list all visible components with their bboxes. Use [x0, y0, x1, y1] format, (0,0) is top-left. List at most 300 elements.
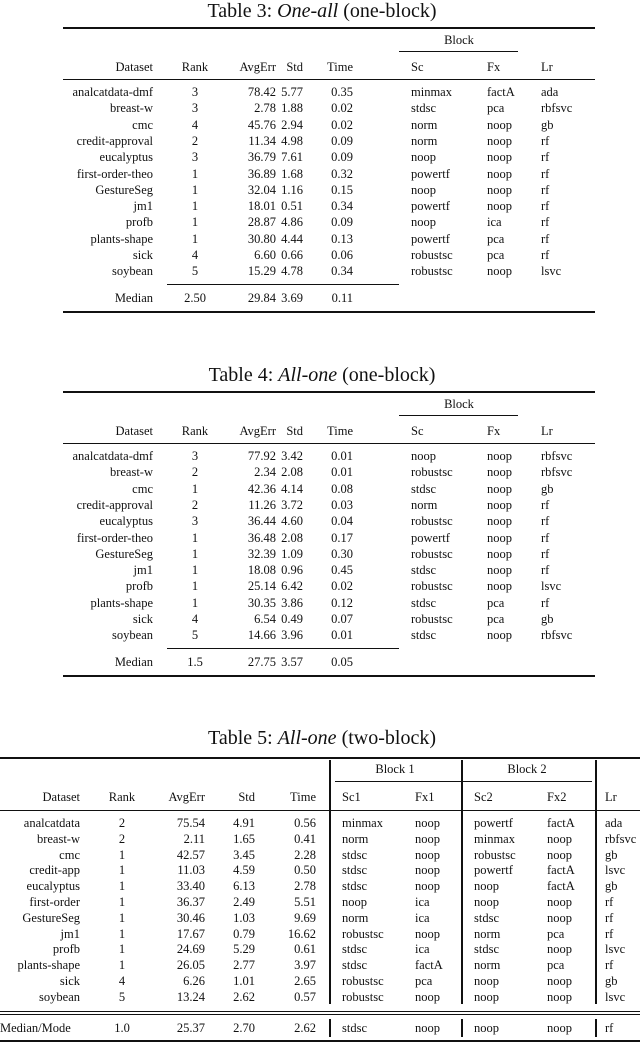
dataset-name: jm1	[133, 563, 153, 578]
table-cell: ica	[415, 910, 430, 925]
table-cell: 11.03	[177, 863, 205, 878]
table-cell: rf	[541, 150, 550, 165]
table-caption	[122, 364, 522, 387]
table-cell: 2	[191, 465, 199, 480]
dataset-name: profb	[125, 579, 153, 594]
dataset-name: GestureSeg	[95, 182, 153, 197]
group-underline	[399, 51, 518, 52]
table-cell: 0.34	[331, 199, 353, 214]
table-cell: 3.45	[233, 847, 255, 862]
table-cell: stdsc	[411, 595, 436, 610]
table-cell: 0.03	[331, 497, 353, 512]
table-cell: 3.42	[281, 449, 303, 463]
table-cell: 5	[191, 628, 199, 643]
table-cell: 4	[191, 248, 199, 262]
table-cell: 2	[118, 831, 126, 846]
table-cell: 2.11	[183, 831, 205, 846]
header-rule	[63, 443, 595, 444]
table-cell: pca	[487, 248, 505, 262]
table-cell: 2.65	[294, 974, 316, 988]
table-cell: 1.09	[281, 546, 303, 561]
table-cell: noop	[487, 264, 512, 279]
table-cell: norm	[474, 926, 501, 941]
table-cell: 0.09	[331, 133, 353, 148]
table-cell: lsvc	[541, 264, 562, 279]
dataset-name: GestureSeg	[95, 546, 153, 561]
table-cell: gb	[605, 847, 618, 862]
table-cell: 0.79	[233, 926, 255, 941]
summary-cell: 29.84	[247, 291, 276, 305]
table-cell: stdsc	[411, 481, 436, 496]
table-cell: rf	[541, 546, 550, 561]
top-rule	[0, 757, 640, 759]
table-cell: pca	[487, 101, 505, 116]
table-cell: noop	[487, 133, 512, 148]
table-cell: 0.09	[331, 215, 353, 230]
dataset-name: first-order	[29, 895, 80, 909]
dataset-name: jm1	[133, 199, 153, 214]
column-header: Rank	[181, 424, 209, 438]
table-cell: 1	[191, 215, 199, 230]
table-cell: 18.08	[247, 563, 276, 578]
table-cell: noop	[474, 895, 499, 909]
table-cell: stdsc	[411, 563, 436, 578]
table-cell: robustsc	[411, 579, 453, 594]
table-cell: 3	[191, 449, 199, 463]
table-cell: 0.61	[294, 942, 316, 957]
table-cell: gb	[541, 117, 554, 132]
table-cell: 6.42	[281, 579, 303, 594]
column-header: Std	[286, 60, 303, 74]
table-cell: 1.65	[233, 831, 255, 846]
table-cell: pca	[415, 974, 433, 988]
table-cell: noop	[487, 546, 512, 561]
table-cell: rf	[541, 497, 550, 512]
dataset-name: jm1	[60, 926, 80, 941]
table-cell: 17.67	[176, 926, 205, 941]
table-cell: 5.77	[281, 85, 303, 99]
column-header: Fx2	[547, 790, 567, 804]
column-header: Sc2	[474, 790, 493, 804]
table-cell: powertf	[411, 199, 450, 214]
vertical-separator	[595, 810, 597, 1004]
table-cell: 36.48	[247, 530, 276, 545]
summary-rule	[167, 648, 399, 649]
table-cell: 0.01	[331, 628, 353, 643]
table-cell: 0.12	[331, 595, 353, 610]
table-cell: noop	[411, 215, 436, 230]
table-cell: 42.57	[176, 847, 205, 862]
column-header: AvgErr	[168, 790, 205, 804]
table-cell: 1	[191, 199, 199, 214]
table-cell: noop	[415, 847, 440, 862]
vertical-separator	[461, 1019, 463, 1037]
table-cell: ica	[415, 895, 430, 909]
caption-suffix: (two-block)	[336, 727, 436, 749]
table-cell: 42.36	[247, 481, 276, 496]
table-cell: rf	[541, 530, 550, 545]
summary-cell: 25.37	[176, 1021, 205, 1035]
column-header: Std	[286, 424, 303, 438]
table-cell: stdsc	[411, 101, 436, 116]
column-header: Fx1	[415, 790, 435, 804]
table-cell: 2.49	[233, 895, 255, 909]
table-cell: noop	[487, 579, 512, 594]
vertical-separator	[595, 1019, 597, 1037]
dataset-name: profb	[125, 215, 153, 230]
table-cell: noop	[411, 449, 436, 463]
summary-cell: stdsc	[342, 1021, 367, 1035]
table-cell: 1	[118, 942, 126, 957]
table-cell: noop	[415, 816, 440, 830]
table-cell: 2.08	[281, 465, 303, 480]
table-cell: factA	[487, 85, 515, 99]
table-cell: 36.44	[247, 514, 276, 529]
table-cell: 1	[191, 595, 199, 610]
table-cell: 0.50	[294, 863, 316, 878]
table-cell: 0.01	[331, 449, 353, 463]
table-cell: 9.69	[294, 910, 316, 925]
vertical-separator	[461, 810, 463, 1004]
table-cell: rbfsvc	[605, 831, 637, 846]
vertical-separator	[461, 760, 463, 810]
column-header: Fx	[487, 60, 501, 74]
table-cell: noop	[342, 895, 367, 909]
table-cell: 3.72	[281, 497, 303, 512]
summary-cell: 0.11	[331, 291, 353, 305]
table-cell: stdsc	[342, 958, 367, 973]
table-cell: rf	[541, 563, 550, 578]
dataset-name: credit-approval	[76, 133, 153, 148]
table-cell: norm	[411, 497, 438, 512]
summary-cell: 1.5	[187, 655, 203, 669]
summary-cell: 0.05	[331, 655, 353, 669]
table-cell: factA	[547, 879, 575, 894]
table-cell: 2.28	[294, 847, 316, 862]
table-cell: stdsc	[411, 628, 436, 643]
bottom-rule	[0, 1040, 640, 1042]
table-cell: 24.69	[176, 942, 205, 957]
table-cell: 14.66	[247, 628, 276, 643]
dataset-name: breast-w	[36, 831, 80, 846]
dataset-name: breast-w	[109, 465, 153, 480]
table-cell: 25.14	[247, 579, 276, 594]
table-cell: 6.60	[254, 248, 276, 262]
dataset-name: breast-w	[109, 101, 153, 116]
table-cell: ica	[415, 942, 430, 957]
table-cell: rbfsvc	[541, 449, 573, 463]
dataset-name: cmc	[59, 847, 80, 862]
table-cell: 5.51	[294, 895, 316, 909]
summary-cell: 3.69	[281, 291, 303, 305]
table-cell: 0.66	[281, 248, 303, 262]
table-cell: stdsc	[474, 910, 499, 925]
table-cell: 2.78	[254, 101, 276, 116]
table-cell: 3.97	[294, 958, 316, 973]
summary-rule	[167, 284, 399, 285]
table-cell: 1	[191, 530, 199, 545]
table-cell: robustsc	[474, 847, 516, 862]
table-cell: robustsc	[342, 926, 384, 941]
dataset-name: credit-app	[29, 863, 80, 878]
table-cell: 4.44	[281, 231, 303, 246]
caption-title: All-one	[277, 727, 337, 749]
table-cell: robustsc	[411, 248, 453, 262]
summary-cell: 27.75	[247, 655, 276, 669]
table-cell: 5	[191, 264, 199, 279]
summary-cell: 3.57	[281, 655, 303, 669]
table-cell: noop	[487, 514, 512, 529]
table-cell: 0.45	[331, 563, 353, 578]
table-cell: 0.08	[331, 481, 353, 496]
table-cell: 1	[191, 546, 199, 561]
vertical-separator	[329, 1019, 331, 1037]
table-cell: noop	[487, 182, 512, 197]
table-cell: 1	[191, 563, 199, 578]
group-header-block: Block	[444, 33, 474, 47]
table-cell: gb	[605, 879, 618, 894]
table-cell: noop	[547, 831, 572, 846]
group-header-block-1: Block 1	[375, 762, 415, 776]
table-cell: powertf	[411, 166, 450, 181]
table-cell: noop	[547, 989, 572, 1004]
table-cell: noop	[411, 182, 436, 197]
table-cell: 36.89	[247, 166, 276, 181]
table-cell: noop	[487, 563, 512, 578]
table-cell: rf	[541, 215, 550, 230]
table-cell: noop	[547, 974, 572, 988]
table-cell: ada	[605, 816, 623, 830]
column-header: Rank	[181, 60, 209, 74]
table-cell: noop	[487, 481, 512, 496]
table-cell: rf	[541, 514, 550, 529]
table-cell: 0.49	[281, 612, 303, 626]
table-cell: minmax	[342, 816, 383, 830]
table-cell: 0.34	[331, 264, 353, 279]
table-cell: noop	[487, 449, 512, 463]
summary-rule-2	[0, 1014, 640, 1015]
table-cell: 32.39	[247, 546, 276, 561]
table-cell: 2	[191, 497, 199, 512]
caption-label: Table 3:	[207, 0, 278, 22]
table-cell: robustsc	[411, 514, 453, 529]
table-cell: 1	[118, 910, 126, 925]
table-cell: rf	[605, 910, 614, 925]
summary-label: Median/Mode	[0, 1021, 71, 1035]
table-cell: lsvc	[605, 863, 626, 878]
dataset-name: plants-shape	[90, 231, 153, 246]
dataset-name: cmc	[132, 117, 153, 132]
table-cell: 1	[118, 879, 126, 894]
dataset-name: eucalyptus	[99, 150, 153, 165]
table-cell: noop	[487, 117, 512, 132]
table-cell: 78.42	[247, 85, 276, 99]
caption-title: One-all	[277, 0, 339, 22]
caption-label: Table 4:	[208, 364, 279, 386]
table-cell: 2	[118, 816, 126, 830]
group-underline	[335, 781, 592, 782]
table-cell: 5.29	[233, 942, 255, 957]
table-cell: pca	[547, 926, 565, 941]
table-cell: lsvc	[541, 579, 562, 594]
column-header: Std	[238, 790, 255, 804]
table-cell: 1.16	[281, 182, 303, 197]
table-cell: rf	[605, 926, 614, 941]
table-cell: noop	[415, 989, 440, 1004]
table-cell: rf	[541, 166, 550, 181]
table-cell: 2.78	[294, 879, 316, 894]
table-cell: 33.40	[176, 879, 205, 894]
table-cell: 28.87	[247, 215, 276, 230]
table-cell: stdsc	[342, 879, 367, 894]
table-cell: lsvc	[605, 942, 626, 957]
top-rule	[63, 391, 595, 393]
table-cell: rf	[541, 133, 550, 148]
table-cell: 2.94	[281, 117, 303, 132]
table-cell: 0.07	[331, 612, 353, 626]
table-cell: 3	[191, 150, 199, 165]
table-cell: 4.60	[281, 514, 303, 529]
column-header: Lr	[605, 790, 617, 804]
table-cell: 0.15	[331, 182, 353, 197]
table-cell: 1.68	[281, 166, 303, 181]
table-cell: pca	[487, 612, 505, 626]
caption-suffix: (one-block)	[337, 364, 436, 386]
caption-label: Table 5:	[208, 727, 278, 749]
dataset-name: sick	[59, 974, 80, 988]
table-cell: noop	[487, 628, 512, 643]
table-cell: ada	[541, 85, 559, 99]
table-cell: 1	[191, 166, 199, 181]
table-cell: 11.26	[248, 497, 276, 512]
table-cell: rbfsvc	[541, 465, 573, 480]
column-header: Dataset	[115, 424, 153, 438]
table-cell: factA	[415, 958, 443, 973]
table-cell: noop	[487, 465, 512, 480]
column-header: AvgErr	[239, 60, 276, 74]
table-cell: 2.34	[254, 465, 276, 480]
top-rule	[63, 27, 595, 29]
table-cell: 13.24	[176, 989, 205, 1004]
table-cell: noop	[547, 942, 572, 957]
table-cell: 30.46	[176, 910, 205, 925]
dataset-name: GestureSeg	[22, 910, 80, 925]
table-cell: 0.51	[281, 199, 303, 214]
dataset-name: credit-approval	[76, 497, 153, 512]
table-cell: 77.92	[247, 449, 276, 463]
dataset-name: plants-shape	[90, 595, 153, 610]
table-cell: 0.57	[294, 989, 316, 1004]
header-rule	[63, 79, 595, 80]
summary-cell: 2.62	[294, 1021, 316, 1035]
column-header: Lr	[541, 60, 553, 74]
column-header: Sc	[411, 60, 424, 74]
table-cell: noop	[415, 879, 440, 894]
table-cell: 15.29	[247, 264, 276, 279]
table-cell: stdsc	[342, 863, 367, 878]
summary-cell: 2.50	[184, 291, 206, 305]
table-cell: rf	[541, 231, 550, 246]
table-cell: 30.35	[247, 595, 276, 610]
table-cell: stdsc	[474, 942, 499, 957]
table-cell: rf	[541, 248, 550, 262]
table-cell: noop	[415, 926, 440, 941]
column-header: AvgErr	[239, 424, 276, 438]
table-cell: 4.98	[281, 133, 303, 148]
table-cell: 4	[191, 612, 199, 626]
table-cell: 3.86	[281, 595, 303, 610]
table-cell: norm	[342, 831, 369, 846]
dataset-name: analcatdata-dmf	[72, 85, 153, 99]
table-cell: rf	[605, 958, 614, 973]
table-cell: rbfsvc	[541, 101, 573, 116]
group-header-block: Block	[444, 397, 474, 411]
table-cell: noop	[474, 974, 499, 988]
dataset-name: analcatdata-dmf	[72, 449, 153, 463]
summary-cell: noop	[474, 1021, 499, 1035]
table-cell: 4	[118, 974, 126, 988]
summary-cell: 2.70	[233, 1021, 255, 1035]
table-cell: norm	[342, 910, 369, 925]
caption-suffix: (one-block)	[338, 0, 437, 22]
table-cell: 0.02	[331, 579, 353, 594]
table-cell: 0.41	[294, 831, 316, 846]
dataset-name: analcatdata	[23, 816, 80, 830]
table-cell: stdsc	[342, 847, 367, 862]
table-cell: 0.56	[294, 816, 316, 830]
dataset-name: eucalyptus	[26, 879, 80, 894]
table-cell: 1	[191, 231, 199, 246]
table-cell: norm	[474, 958, 501, 973]
summary-cell: 1.0	[114, 1021, 130, 1035]
table-cell: 30.80	[247, 231, 276, 246]
table-cell: noop	[547, 847, 572, 862]
dataset-name: profb	[52, 942, 80, 957]
dataset-name: soybean	[112, 264, 153, 279]
table-cell: noop	[411, 150, 436, 165]
summary-label: Median	[114, 655, 153, 669]
table-cell: rf	[541, 182, 550, 197]
table-cell: gb	[541, 612, 554, 626]
table-cell: noop	[474, 879, 499, 894]
table-cell: robustsc	[411, 546, 453, 561]
table-cell: rf	[541, 595, 550, 610]
table-cell: factA	[547, 863, 575, 878]
table-cell: 3.96	[281, 628, 303, 643]
summary-label: Median	[114, 291, 153, 305]
column-header: Fx	[487, 424, 501, 438]
table-cell: 1	[191, 579, 199, 594]
table-cell: noop	[547, 910, 572, 925]
table-cell: noop	[415, 831, 440, 846]
table-cell: minmax	[411, 85, 452, 99]
table-cell: 2.62	[233, 989, 255, 1004]
table-cell: 1.01	[233, 974, 255, 988]
column-header: Sc1	[342, 790, 361, 804]
table-cell: noop	[415, 863, 440, 878]
table-cell: rbfsvc	[541, 628, 573, 643]
dataset-name: first-order-theo	[76, 530, 153, 545]
caption-title: All-one	[278, 364, 338, 386]
table-cell: 16.62	[287, 926, 316, 941]
summary-cell: noop	[415, 1021, 440, 1035]
table-cell: 0.17	[331, 530, 353, 545]
table-cell: 6.13	[233, 879, 255, 894]
table-cell: 18.01	[247, 199, 276, 214]
table-cell: 36.37	[176, 895, 205, 909]
table-cell: 1.88	[281, 101, 303, 116]
dataset-name: soybean	[39, 989, 80, 1004]
